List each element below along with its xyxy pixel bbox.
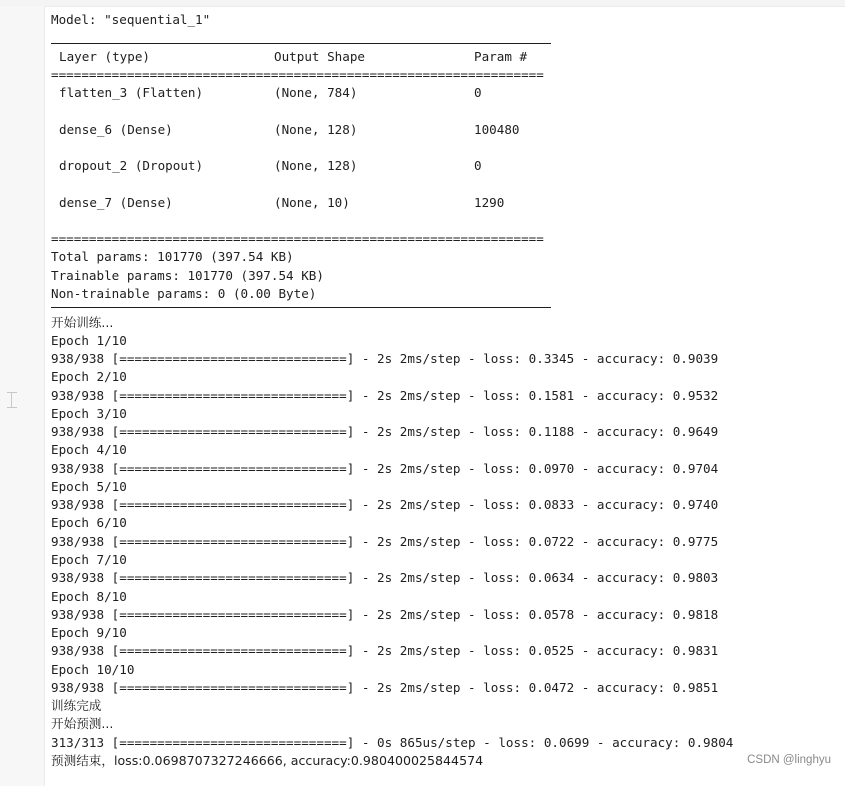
- training-done-message: 训练完成: [51, 698, 102, 714]
- layer-params: 0: [474, 85, 482, 101]
- model-title: Model: "sequential_1": [51, 12, 211, 27]
- prediction-progress: 313/313 [==============================] - 0s 865us/step - loss: 0.0699 - accuracy: 0.9804: [51, 734, 734, 750]
- layer-params: 1290: [474, 194, 505, 210]
- epoch-label: Epoch 3/10: [51, 405, 127, 421]
- layer-row: [51, 84, 841, 102]
- prediction-result: 预测结束，loss:0.0698707327246666, accuracy:0.980400025844574: [51, 752, 484, 768]
- summary-double-rule-bottom: =================================================================: [51, 231, 544, 247]
- epoch-label: Epoch 6/10: [51, 515, 127, 531]
- epoch-label: Epoch 8/10: [51, 588, 127, 604]
- layer-name: flatten_3 (Flatten): [59, 85, 204, 101]
- epoch-label: Epoch 10/10: [51, 661, 135, 677]
- epoch-progress: 938/938 [==============================] - 2s 2ms/step - loss: 0.0634 - accuracy: 0.9803: [51, 570, 719, 586]
- epoch-progress: 938/938 [==============================] - 2s 2ms/step - loss: 0.0472 - accuracy: 0.9851: [51, 679, 719, 695]
- layer-name: dense_7 (Dense): [59, 194, 173, 210]
- layer-row: [51, 121, 841, 139]
- total-params: Total params: 101770 (397.54 KB): [51, 249, 294, 265]
- cell-output: [51, 11, 841, 770]
- prediction-start-message: 开始预测...: [51, 716, 114, 732]
- layer-shape: (None, 784): [274, 85, 358, 101]
- epoch-progress: 938/938 [==============================] - 2s 2ms/step - loss: 0.0722 - accuracy: 0.9775: [51, 533, 719, 549]
- epoch-progress: 938/938 [==============================] - 2s 2ms/step - loss: 0.1188 - accuracy: 0.9649: [51, 424, 719, 440]
- training-start-message: 开始训练...: [51, 314, 114, 330]
- epoch-label: Epoch 4/10: [51, 442, 127, 458]
- header-param-count: Param #: [474, 48, 528, 64]
- layer-shape: (None, 128): [274, 121, 358, 137]
- epoch-progress: 938/938 [==============================] - 2s 2ms/step - loss: 0.0578 - accuracy: 0.9818: [51, 606, 719, 622]
- top-scroll-strip: [0, 0, 845, 7]
- epoch-label: Epoch 7/10: [51, 551, 127, 567]
- epoch-label: Epoch 1/10: [51, 332, 127, 348]
- summary-header-row: [51, 48, 841, 66]
- layer-row: [51, 157, 841, 175]
- header-layer: Layer (type): [59, 48, 150, 64]
- csdn-watermark: CSDN @linghyu: [747, 754, 831, 766]
- epoch-progress: 938/938 [==============================] - 2s 2ms/step - loss: 0.3345 - accuracy: 0.9039: [51, 351, 719, 367]
- text-cursor-icon[interactable]: [5, 391, 19, 409]
- output-gutter: [0, 6, 45, 786]
- layer-shape: (None, 10): [274, 194, 350, 210]
- layer-row: [51, 194, 841, 212]
- summary-top-rule: [51, 29, 841, 47]
- layer-params: 100480: [474, 121, 520, 137]
- epoch-progress: 938/938 [==============================] - 2s 2ms/step - loss: 0.1581 - accuracy: 0.9532: [51, 387, 719, 403]
- layer-shape: (None, 128): [274, 158, 358, 174]
- epoch-label: Epoch 5/10: [51, 478, 127, 494]
- layer-name: dense_6 (Dense): [59, 121, 173, 137]
- epoch-progress: 938/938 [==============================] - 2s 2ms/step - loss: 0.0970 - accuracy: 0.9704: [51, 460, 719, 476]
- epoch-progress: 938/938 [==============================] - 2s 2ms/step - loss: 0.0833 - accuracy: 0.9740: [51, 497, 719, 513]
- non-trainable-params: Non-trainable params: 0 (0.00 Byte): [51, 285, 317, 301]
- summary-double-rule: =================================================================: [51, 66, 544, 82]
- epoch-progress: 938/938 [==============================] - 2s 2ms/step - loss: 0.0525 - accuracy: 0.9831: [51, 643, 719, 659]
- layer-name: dropout_2 (Dropout): [59, 158, 204, 174]
- epoch-label: Epoch 2/10: [51, 369, 127, 385]
- epoch-label: Epoch 9/10: [51, 625, 127, 641]
- trainable-params: Trainable params: 101770 (397.54 KB): [51, 267, 324, 283]
- header-output-shape: Output Shape: [274, 48, 365, 64]
- layer-params: 0: [474, 158, 482, 174]
